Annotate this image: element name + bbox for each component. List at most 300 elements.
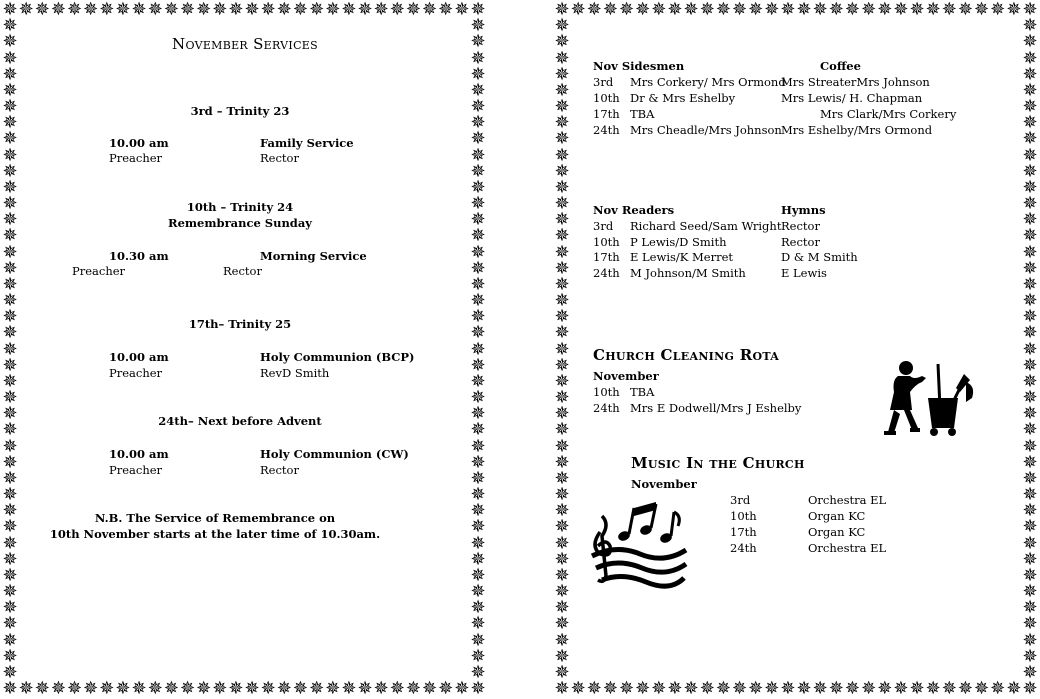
star-icon: ✵ <box>554 435 570 457</box>
star-icon: ✵ <box>1022 273 1038 295</box>
star-icon: ✵ <box>844 678 861 699</box>
star-icon: ✵ <box>470 370 486 392</box>
star-icon: ✵ <box>470 290 486 311</box>
star-icon: ✵ <box>554 370 570 392</box>
star-icon: ✵ <box>667 678 683 699</box>
star-icon: ✵ <box>2 241 18 263</box>
star-icon: ✵ <box>2 403 18 425</box>
star-icon: ✵ <box>554 112 570 134</box>
preacher-name: Rector <box>260 151 299 165</box>
table-cell-group: Orchestra EL <box>808 493 887 507</box>
star-icon: ✵ <box>1022 661 1038 683</box>
star-icon: ✵ <box>470 629 486 651</box>
star-icon: ✵ <box>828 678 844 699</box>
service-heading: 24th– Next before Advent <box>158 414 322 428</box>
star-icon: ✵ <box>276 0 292 20</box>
star-icon: ✵ <box>554 500 570 522</box>
left-page <box>0 0 490 699</box>
star-icon: ✵ <box>1022 112 1038 134</box>
star-icon: ✵ <box>1022 354 1038 376</box>
table-cell-names: TBA <box>630 385 655 399</box>
star-icon: ✵ <box>179 678 196 699</box>
star-icon: ✵ <box>1022 548 1038 570</box>
star-icon: ✵ <box>861 678 877 699</box>
star-icon: ✵ <box>2 209 18 231</box>
table-cell-hymns: Rector <box>781 219 820 233</box>
star-icon: ✵ <box>470 160 486 182</box>
star-icon: ✵ <box>2 678 18 699</box>
table-cell-sidesmen: Mrs Cheadle/Mrs Johnson <box>630 123 782 137</box>
star-icon: ✵ <box>909 678 925 699</box>
star-icon: ✵ <box>925 0 941 20</box>
star-icon: ✵ <box>1022 322 1038 344</box>
table-cell-date: 24th <box>730 541 757 555</box>
star-icon: ✵ <box>34 0 50 20</box>
star-icon: ✵ <box>50 678 66 699</box>
star-icon: ✵ <box>554 613 570 635</box>
music-month: November <box>631 477 697 491</box>
star-icon: ✵ <box>554 532 570 554</box>
star-icon: ✵ <box>470 451 486 473</box>
star-icon: ✵ <box>2 96 18 117</box>
star-icon: ✵ <box>748 0 764 20</box>
star-icon: ✵ <box>196 678 212 699</box>
star-icon: ✵ <box>470 322 486 344</box>
music-notes-icon <box>588 496 688 592</box>
star-icon: ✵ <box>163 0 179 20</box>
star-icon: ✵ <box>1006 678 1022 699</box>
star-icon: ✵ <box>2 484 18 505</box>
table-cell-date: 17th <box>593 250 620 264</box>
star-icon: ✵ <box>1022 516 1038 538</box>
sidesmen-header: Nov Sidesmen <box>593 59 685 73</box>
star-icon: ✵ <box>554 257 570 279</box>
star-icon: ✵ <box>635 0 651 20</box>
star-icon: ✵ <box>699 0 715 20</box>
star-icon: ✵ <box>2 0 18 20</box>
star-icon: ✵ <box>1022 629 1038 651</box>
star-icon: ✵ <box>2 548 18 570</box>
table-cell-sidesmen: Mrs Corkery/ Mrs Ormond <box>630 75 786 89</box>
table-cell-date: 3rd <box>593 75 614 89</box>
star-icon: ✵ <box>877 678 893 699</box>
star-icon: ✵ <box>554 597 570 619</box>
star-icon: ✵ <box>764 678 780 699</box>
star-icon: ✵ <box>470 435 486 457</box>
star-icon: ✵ <box>2 47 18 69</box>
star-icon: ✵ <box>325 0 341 20</box>
star-icon: ✵ <box>454 0 470 20</box>
star-icon: ✵ <box>2 15 18 37</box>
star-icon: ✵ <box>18 0 34 20</box>
star-icon: ✵ <box>554 354 570 376</box>
star-icon: ✵ <box>957 0 973 20</box>
table-cell-date: 24th <box>593 123 620 137</box>
service-time: 10.30 am <box>109 249 169 263</box>
star-icon: ✵ <box>422 678 438 699</box>
star-icon: ✵ <box>470 193 486 214</box>
service-time: 10.00 am <box>109 447 169 461</box>
service-heading: 10th – Trinity 24 <box>186 200 294 214</box>
star-icon: ✵ <box>470 306 486 328</box>
star-icon: ✵ <box>748 678 764 699</box>
star-icon: ✵ <box>341 678 357 699</box>
star-icon: ✵ <box>34 678 50 699</box>
star-icon: ✵ <box>470 273 486 295</box>
table-cell-date: 17th <box>730 525 757 539</box>
star-icon: ✵ <box>2 645 18 667</box>
star-icon: ✵ <box>2 451 18 473</box>
star-icon: ✵ <box>1022 144 1038 166</box>
preacher-name: Rector <box>223 264 262 278</box>
star-icon: ✵ <box>1022 306 1038 328</box>
star-icon: ✵ <box>1022 193 1038 214</box>
star-icon: ✵ <box>554 306 570 328</box>
star-icon: ✵ <box>1022 581 1038 602</box>
star-icon: ✵ <box>893 0 909 20</box>
star-icon: ✵ <box>2 193 18 214</box>
star-icon: ✵ <box>292 678 309 699</box>
star-icon: ✵ <box>470 419 486 441</box>
service-name: Holy Communion (BCP) <box>260 350 415 364</box>
star-icon: ✵ <box>470 225 486 247</box>
star-icon: ✵ <box>570 0 586 20</box>
star-icon: ✵ <box>554 419 570 441</box>
star-icon: ✵ <box>115 0 131 20</box>
star-icon: ✵ <box>470 500 486 522</box>
star-icon: ✵ <box>470 597 486 619</box>
star-icon: ✵ <box>357 678 373 699</box>
star-icon: ✵ <box>2 128 18 150</box>
table-cell-readers: M Johnson/M Smith <box>630 266 746 280</box>
star-icon: ✵ <box>1022 338 1038 360</box>
star-icon: ✵ <box>1022 403 1038 425</box>
star-icon: ✵ <box>470 241 486 263</box>
star-icon: ✵ <box>635 678 651 699</box>
star-icon: ✵ <box>2 629 18 651</box>
star-icon: ✵ <box>470 661 486 683</box>
star-icon: ✵ <box>1006 0 1022 20</box>
star-icon: ✵ <box>554 645 570 667</box>
star-icon: ✵ <box>470 128 486 150</box>
star-icon: ✵ <box>470 645 486 667</box>
preacher-label: Preacher <box>109 151 163 165</box>
star-icon: ✵ <box>83 0 99 20</box>
star-icon: ✵ <box>554 484 570 505</box>
star-icon: ✵ <box>2 31 18 53</box>
star-icon: ✵ <box>2 257 18 279</box>
star-icon: ✵ <box>554 0 570 20</box>
star-icon: ✵ <box>990 0 1006 20</box>
star-icon: ✵ <box>1022 0 1038 20</box>
star-icon: ✵ <box>1022 370 1038 392</box>
star-icon: ✵ <box>2 112 18 134</box>
star-icon: ✵ <box>2 516 18 538</box>
table-cell-readers: P Lewis/D Smith <box>630 235 727 249</box>
star-icon: ✵ <box>1022 678 1038 699</box>
star-icon: ✵ <box>147 678 163 699</box>
star-icon: ✵ <box>470 176 486 198</box>
star-icon: ✵ <box>2 176 18 198</box>
star-icon: ✵ <box>309 0 325 20</box>
star-icon: ✵ <box>357 0 373 20</box>
star-icon: ✵ <box>1022 257 1038 279</box>
star-icon: ✵ <box>67 678 83 699</box>
service-time: 10.00 am <box>109 136 169 150</box>
star-icon: ✵ <box>909 0 925 20</box>
star-icon: ✵ <box>470 613 486 635</box>
star-icon: ✵ <box>554 144 570 166</box>
star-icon: ✵ <box>1022 419 1038 441</box>
star-icon: ✵ <box>780 0 796 20</box>
star-icon: ✵ <box>438 0 454 20</box>
cleaning-title: Church Cleaning Rota <box>593 346 780 364</box>
star-icon: ✵ <box>1022 484 1038 505</box>
star-icon: ✵ <box>619 678 635 699</box>
star-icon: ✵ <box>2 661 18 683</box>
star-icon: ✵ <box>554 548 570 570</box>
star-icon: ✵ <box>454 678 470 699</box>
table-cell-date: 24th <box>593 401 620 415</box>
star-icon: ✵ <box>2 564 18 586</box>
table-cell-coffee: Mrs Eshelby/Mrs Ormond <box>781 123 933 137</box>
star-icon: ✵ <box>228 678 244 699</box>
table-cell-date: 10th <box>593 385 620 399</box>
star-icon: ✵ <box>699 678 715 699</box>
star-icon: ✵ <box>554 338 570 360</box>
star-icon: ✵ <box>470 15 486 37</box>
star-icon: ✵ <box>796 0 812 20</box>
star-icon: ✵ <box>470 144 486 166</box>
star-icon: ✵ <box>780 678 796 699</box>
table-cell-hymns: Rector <box>781 235 820 249</box>
table-cell-date: 3rd <box>593 219 614 233</box>
star-icon: ✵ <box>554 63 570 85</box>
table-cell-readers: E Lewis/K Merret <box>630 250 734 264</box>
star-icon: ✵ <box>554 241 570 263</box>
star-icon: ✵ <box>470 112 486 134</box>
star-icon: ✵ <box>228 0 244 20</box>
table-cell-date: 10th <box>593 91 620 105</box>
star-icon: ✵ <box>67 0 83 20</box>
star-icon: ✵ <box>2 273 18 295</box>
star-icon: ✵ <box>1022 467 1038 489</box>
star-icon: ✵ <box>941 0 957 20</box>
service-name: Holy Communion (CW) <box>260 447 409 461</box>
star-icon: ✵ <box>292 0 309 20</box>
star-icon: ✵ <box>2 322 18 344</box>
table-cell-coffee: Mrs Lewis/ H. Chapman <box>781 91 923 105</box>
table-cell-date: 24th <box>593 266 620 280</box>
star-icon: ✵ <box>893 678 909 699</box>
star-icon: ✵ <box>405 678 421 699</box>
star-icon: ✵ <box>196 0 212 20</box>
service-name: Family Service <box>260 136 354 150</box>
cleaner-icon <box>882 358 978 440</box>
star-icon: ✵ <box>974 678 990 699</box>
star-icon: ✵ <box>1022 532 1038 554</box>
star-icon: ✵ <box>554 225 570 247</box>
star-icon: ✵ <box>470 79 486 101</box>
star-icon: ✵ <box>470 209 486 231</box>
table-cell-group: Organ KC <box>808 509 866 523</box>
star-icon: ✵ <box>1022 500 1038 522</box>
star-icon: ✵ <box>470 47 486 69</box>
star-icon: ✵ <box>2 354 18 376</box>
star-icon: ✵ <box>422 0 438 20</box>
preacher-name: RevD Smith <box>260 366 330 380</box>
star-icon: ✵ <box>373 0 389 20</box>
star-icon: ✵ <box>651 678 667 699</box>
star-icon: ✵ <box>2 581 18 602</box>
star-icon: ✵ <box>1022 128 1038 150</box>
service-name: Morning Service <box>260 249 367 263</box>
star-icon: ✵ <box>2 419 18 441</box>
star-icon: ✵ <box>1022 387 1038 408</box>
star-icon: ✵ <box>828 0 844 20</box>
star-icon: ✵ <box>1022 79 1038 101</box>
star-icon: ✵ <box>1022 564 1038 586</box>
star-icon: ✵ <box>554 290 570 311</box>
star-icon: ✵ <box>602 678 618 699</box>
star-icon: ✵ <box>99 0 115 20</box>
star-icon: ✵ <box>1022 241 1038 263</box>
star-icon: ✵ <box>1022 435 1038 457</box>
right-page <box>552 0 1040 699</box>
preacher-name: Rector <box>260 463 299 477</box>
preacher-label: Preacher <box>72 264 126 278</box>
star-icon: ✵ <box>260 678 276 699</box>
star-icon: ✵ <box>131 0 147 20</box>
star-icon: ✵ <box>1022 160 1038 182</box>
star-icon: ✵ <box>276 678 292 699</box>
star-icon: ✵ <box>715 678 731 699</box>
star-icon: ✵ <box>1022 15 1038 37</box>
star-icon: ✵ <box>554 678 570 699</box>
star-icon: ✵ <box>554 273 570 295</box>
star-icon: ✵ <box>844 0 861 20</box>
star-icon: ✵ <box>179 0 196 20</box>
star-icon: ✵ <box>554 322 570 344</box>
star-icon: ✵ <box>1022 451 1038 473</box>
note-line-2: 10th November starts at the later time of 10.30am. <box>49 527 381 541</box>
table-cell-group: Orchestra EL <box>808 541 887 555</box>
star-icon: ✵ <box>212 678 228 699</box>
star-icon: ✵ <box>470 63 486 85</box>
star-icon: ✵ <box>570 678 586 699</box>
star-icon: ✵ <box>50 0 66 20</box>
star-icon: ✵ <box>1022 31 1038 53</box>
star-icon: ✵ <box>99 678 115 699</box>
star-icon: ✵ <box>2 387 18 408</box>
table-cell-coffee: Mrs Clark/Mrs Corkery <box>820 107 957 121</box>
star-icon: ✵ <box>731 678 748 699</box>
star-icon: ✵ <box>470 31 486 53</box>
star-icon: ✵ <box>554 661 570 683</box>
star-icon: ✵ <box>1022 63 1038 85</box>
star-icon: ✵ <box>925 678 941 699</box>
page-title: November Services <box>172 35 318 53</box>
star-icon: ✵ <box>554 403 570 425</box>
table-cell-sidesmen: TBA <box>630 107 655 121</box>
table-cell-group: Organ KC <box>808 525 866 539</box>
star-icon: ✵ <box>1022 176 1038 198</box>
star-icon: ✵ <box>1022 225 1038 247</box>
table-cell-date: 17th <box>593 107 620 121</box>
star-icon: ✵ <box>470 532 486 554</box>
star-icon: ✵ <box>877 0 893 20</box>
star-icon: ✵ <box>990 678 1006 699</box>
star-icon: ✵ <box>2 613 18 635</box>
star-icon: ✵ <box>651 0 667 20</box>
star-icon: ✵ <box>2 597 18 619</box>
star-icon: ✵ <box>212 0 228 20</box>
star-icon: ✵ <box>470 387 486 408</box>
star-icon: ✵ <box>470 354 486 376</box>
star-icon: ✵ <box>554 564 570 586</box>
star-icon: ✵ <box>764 0 780 20</box>
hymns-header: Hymns <box>781 203 826 217</box>
star-icon: ✵ <box>83 678 99 699</box>
star-icon: ✵ <box>554 79 570 101</box>
star-icon: ✵ <box>309 678 325 699</box>
star-icon: ✵ <box>2 338 18 360</box>
star-icon: ✵ <box>586 678 602 699</box>
star-icon: ✵ <box>470 564 486 586</box>
star-icon: ✵ <box>470 338 486 360</box>
star-icon: ✵ <box>2 467 18 489</box>
star-icon: ✵ <box>389 0 405 20</box>
star-icon: ✵ <box>715 0 731 20</box>
table-cell-names: Mrs E Dodwell/Mrs J Eshelby <box>630 401 802 415</box>
star-icon: ✵ <box>554 15 570 37</box>
star-icon: ✵ <box>470 516 486 538</box>
star-icon: ✵ <box>1022 645 1038 667</box>
star-icon: ✵ <box>244 0 260 20</box>
star-icon: ✵ <box>470 678 486 699</box>
star-icon: ✵ <box>554 581 570 602</box>
star-icon: ✵ <box>470 0 486 20</box>
cleaning-month: November <box>593 369 659 383</box>
table-cell-hymns: E Lewis <box>781 266 827 280</box>
star-icon: ✵ <box>796 678 812 699</box>
star-icon: ✵ <box>683 678 699 699</box>
table-cell-date: 10th <box>730 509 757 523</box>
readers-header: Nov Readers <box>593 203 675 217</box>
star-icon: ✵ <box>554 209 570 231</box>
star-icon: ✵ <box>341 0 357 20</box>
star-icon: ✵ <box>554 516 570 538</box>
star-icon: ✵ <box>2 144 18 166</box>
star-icon: ✵ <box>470 403 486 425</box>
star-icon: ✵ <box>2 306 18 328</box>
star-icon: ✵ <box>731 0 748 20</box>
star-icon: ✵ <box>667 0 683 20</box>
star-icon: ✵ <box>2 290 18 311</box>
star-icon: ✵ <box>2 79 18 101</box>
service-time: 10.00 am <box>109 350 169 364</box>
star-icon: ✵ <box>470 96 486 117</box>
star-icon: ✵ <box>554 451 570 473</box>
coffee-header: Coffee <box>820 59 861 73</box>
star-icon: ✵ <box>861 0 877 20</box>
star-icon: ✵ <box>2 63 18 85</box>
service-subheading: Remembrance Sunday <box>168 216 312 230</box>
star-icon: ✵ <box>2 370 18 392</box>
star-icon: ✵ <box>602 0 618 20</box>
star-icon: ✵ <box>115 678 131 699</box>
star-icon: ✵ <box>554 160 570 182</box>
